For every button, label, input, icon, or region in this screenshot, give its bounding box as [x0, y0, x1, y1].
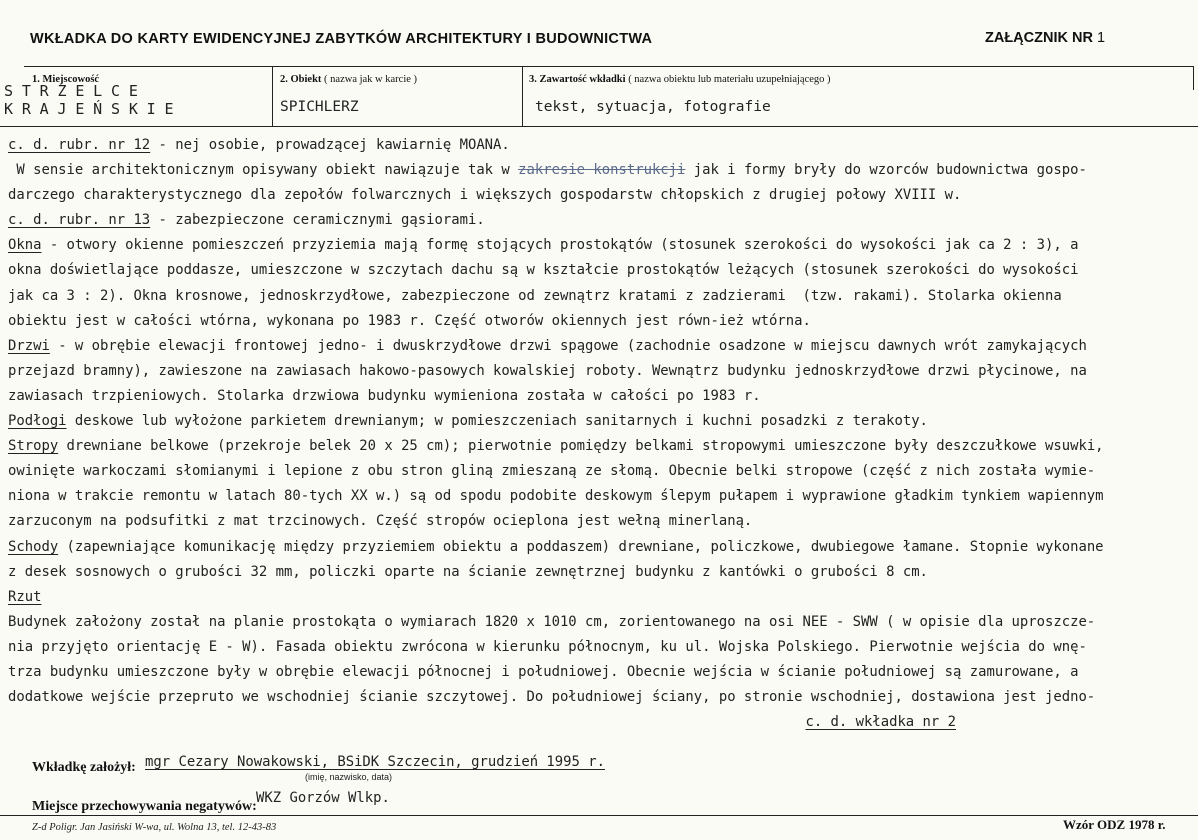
- line-text: trza budynku umieszczone były w obrębie elewacji północnej i południowej. Obecnie wejścia w ścianie południowej są zamurowane, a: [8, 663, 1079, 680]
- body-line-13: [8, 434, 1194, 459]
- body-line-12: [8, 409, 1194, 434]
- line-text: - w obrębie elewacji frontowej jedno- i dwuskrzydłowe drzwi spągowe (zachodnie osadzone w miejscu dawnych wrót zamykających: [49, 337, 1087, 354]
- body-line-5: [8, 233, 1194, 258]
- line-text: (zapewniające komunikację między przyziemiem obiektu a poddaszem) drewniane, policzkowe, dwubiegowe łamane. Stopnie wykonane: [58, 538, 1104, 555]
- body-line-4: [8, 208, 1194, 233]
- line-text: darczego charakterystycznego dla zepołów folwarcznych i większych gospodarstw chłopskich z drugiej połowy XVIII w.: [8, 187, 962, 204]
- line-text: okna doświetlające poddasze, umieszczone w szczytach dachu są w kształcie prostokątów leżących (stosunek szerokości do wysokości: [8, 262, 1079, 279]
- contents-label-text: 3. Zawartość wkładki: [529, 74, 626, 85]
- section-heading: Podłogi: [8, 413, 67, 430]
- field-divider-1: [272, 66, 273, 126]
- body-line-3: [8, 183, 1194, 208]
- author-label: Wkładkę założył:: [32, 760, 136, 775]
- object-label: [280, 74, 417, 85]
- object-value: SPICHLERZ: [280, 99, 359, 115]
- line-text: zarzuconym na podsufitki z mat trzcinowych. Część stropów ocieplona jest wełną minerlaną.: [8, 513, 753, 530]
- section-heading: Schody: [8, 538, 59, 555]
- contents-value: tekst, sytuacja, fotografie: [535, 99, 771, 115]
- line-text: przejazd bramny), zawieszone na zawiasach hakowo-pasowych kowalskiej roboty. Wewnątrz budynku jednoskrzydłowe drzwi płycinowe, na: [8, 362, 1087, 379]
- line-text: owinięte warkoczami słomianymi i lepione z obu stron gliną zmieszaną ze słomą. Obecnie belki stropowe (część z nich została wymie-: [8, 463, 1096, 480]
- line-text: jak ca 3 : 2). Okna krosnowe, jednoskrzydłowe, zabezpieczone od zewnątrz kratami z zadzierami (tzw. rakami). Stolarka okienna: [8, 287, 1062, 304]
- section-heading: c. d. rubr. nr 13: [8, 212, 151, 229]
- struck-text: zakresie konstrukcji: [518, 162, 686, 179]
- annex-number: 1: [1096, 30, 1106, 46]
- body-line-22: [8, 660, 1194, 685]
- body-line-10: [8, 359, 1194, 384]
- object-label-note: ( nazwa jak w karcie ): [324, 74, 418, 85]
- body-line-9: [8, 334, 1194, 359]
- contents-label: [529, 74, 831, 85]
- line-text: - zabezpieczone ceramicznymi gąsiorami.: [150, 212, 485, 229]
- continuation-note: [8, 710, 1194, 735]
- body-line-1: [8, 133, 1194, 158]
- body-line-8: [8, 309, 1194, 334]
- continuation-text: c. d. wkładka nr 2: [805, 714, 956, 731]
- body-line-6: [8, 258, 1194, 283]
- header-bottom-rule: [0, 126, 1198, 127]
- section-heading: Rzut: [8, 588, 42, 605]
- body-line-2: [8, 158, 1194, 183]
- line-text: drewniane belkowe (przekroje belek 20 x 25 cm); pierwotnie pomiędzy belkami stropowymi umieszczone były deszczułkowe wsuwki,: [58, 438, 1104, 455]
- line-text: W sensie architektonicznym opisywany obiekt nawiązuje tak w: [8, 162, 519, 179]
- section-heading: Okna: [8, 237, 42, 254]
- printer-imprint: Z-d Poligr. Jan Jasiński W-wa, ul. Wolna 13, tel. 12-43-83: [32, 822, 277, 833]
- line-text: - nej osobie, prowadzącej kawiarnię MOANA.: [150, 137, 510, 153]
- line-text: niona w trakcie remontu w latach 80-tych XX w.) są od spodu podobite deskowym ślepym pułapem i wyprawione gładkim tynkiem wapiennym: [8, 488, 1104, 505]
- line-text: - otwory okienne pomieszczeń przyziemia mają formę stojących prostokątów (stosunek szerokości do wysokości jak ca 2 : 3), a: [41, 237, 1079, 254]
- locality-value-line2: KRAJEŃSKIE: [4, 100, 183, 118]
- body-line-21: [8, 635, 1194, 660]
- negatives-label: Miejsce przechowywania negatywów:: [32, 799, 257, 814]
- body-line-16: [8, 509, 1194, 534]
- field-right-edge: [1193, 66, 1194, 90]
- line-text: nia przyjęto orientację E - W). Fasada obiektu zwrócona w kierunku północnym, ku ul. Wojska Polskiego. Pierwotnie wejścia do wnę-: [8, 638, 1087, 655]
- body-line-14: [8, 459, 1194, 484]
- description-body: [8, 133, 1194, 735]
- line-text: obiektu jest w całości wtórna, wykonana po 1983 r. Część otworów okiennych jest równ-ież wtórna.: [8, 312, 811, 329]
- author-caption: (imię, nazwisko, data): [305, 772, 393, 782]
- line-text: z desek sosnowych o grubości 32 mm, policzki oparte na ścianie zewnętrznej budynku z kantówki o grubości 8 cm.: [8, 563, 928, 580]
- form-title: WKŁADKA DO KARTY EWIDENCYJNEJ ZABYTKÓW ARCHITEKTURY I BUDOWNICTWA: [30, 31, 653, 47]
- section-heading: Stropy: [8, 438, 59, 455]
- locality-value-line1: STRZELCE: [4, 82, 147, 100]
- body-line-7: [8, 284, 1194, 309]
- body-line-23: [8, 685, 1194, 710]
- body-line-19: [8, 585, 1194, 610]
- body-line-20: [8, 610, 1194, 635]
- object-label-text: 2. Obiekt: [280, 74, 322, 85]
- negatives-value: WKZ Gorzów Wlkp.: [256, 790, 390, 806]
- line-text: Budynek założony został na planie prostokąta o wymiarach 1820 x 1010 cm, zorientowanego na osi NEE - SWW ( w opisie dla uproszcze-: [8, 613, 1096, 630]
- body-line-11: [8, 384, 1194, 409]
- header-top-rule: [24, 66, 1194, 67]
- body-line-18: [8, 560, 1194, 585]
- contents-label-note: ( nazwa obiektu lub materiału uzupełniającego ): [628, 74, 831, 85]
- section-heading: c. d. rubr. nr 12: [8, 137, 151, 153]
- body-line-15: [8, 484, 1194, 509]
- line-text: deskowe lub wyłożone parkietem drewnianym; w pomieszczeniach sanitarnych i kuchni posadzki z terakoty.: [66, 413, 928, 430]
- body-line-17: [8, 535, 1194, 560]
- footer-rule: [0, 815, 1198, 816]
- form-code: Wzór ODZ 1978 r.: [1063, 817, 1166, 832]
- line-text: dodatkowe wejście przepruto we wschodniej ścianie szczytowej. Do południowej ściany, po stronie wschodniej, dostawiona jest jedno-: [8, 689, 1096, 706]
- field-divider-2: [522, 66, 523, 126]
- section-heading: Drzwi: [8, 337, 50, 354]
- locality-label: 1. Miejscowość: [32, 74, 100, 85]
- annex-label-text: ZAŁĄCZNIK NR: [985, 30, 1093, 46]
- annex-label: [985, 30, 1105, 46]
- author-value: mgr Cezary Nowakowski, BSiDK Szczecin, grudzień 1995 r.: [145, 754, 605, 770]
- line-text: jak i formy bryły do wzorców budownictwa gospo-: [685, 162, 1087, 179]
- line-text: zawiasach trzpieniowych. Stolarka drzwiowa budynku wymieniona została w całości po 1983 r.: [8, 387, 761, 404]
